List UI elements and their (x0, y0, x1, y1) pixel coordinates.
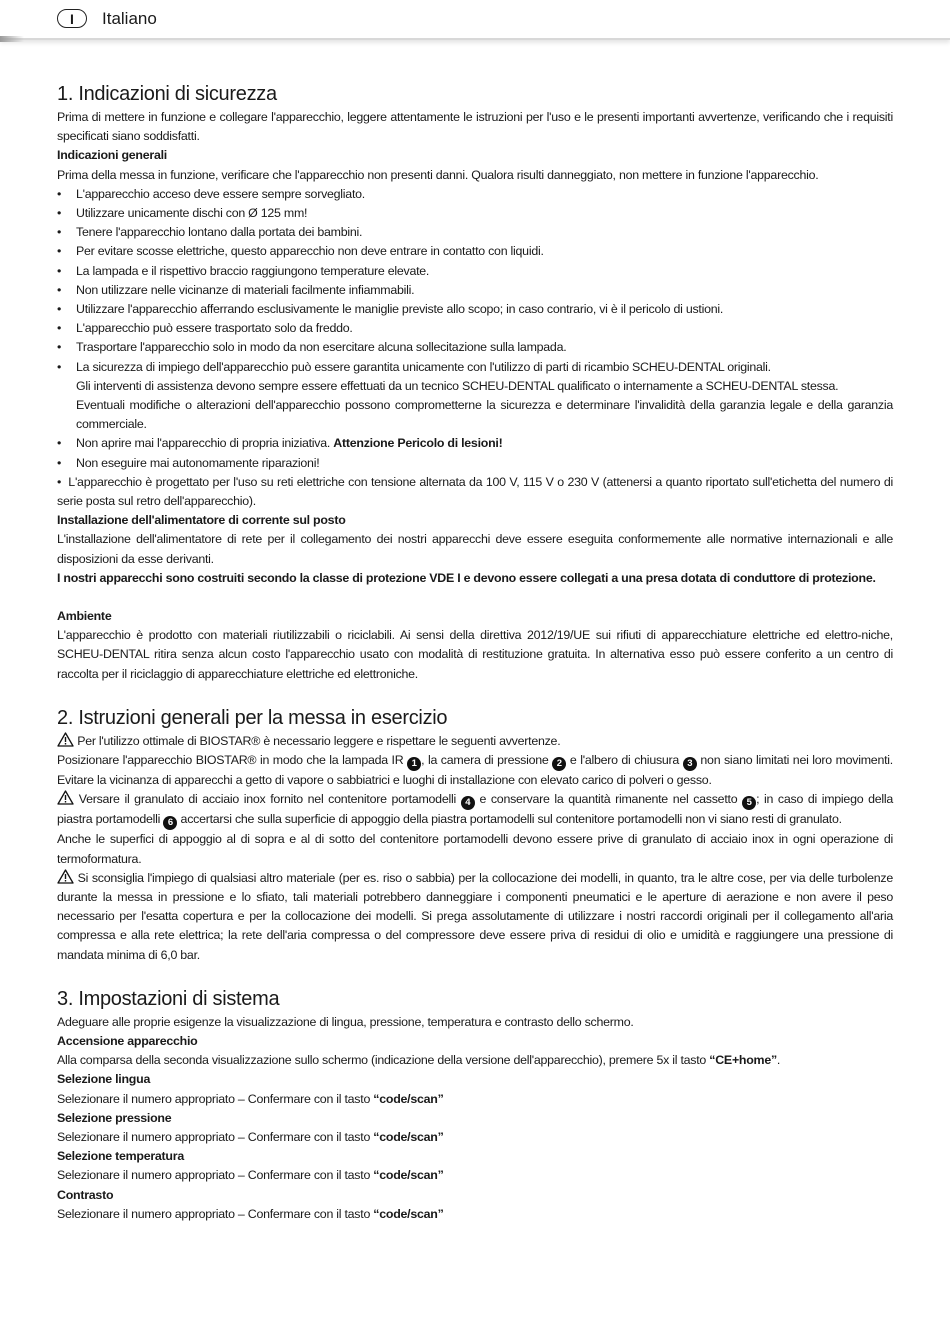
number-1-icon: 1 (407, 757, 421, 771)
list-item: • Tenere l'apparecchio lontano dalla portata dei bambini. (57, 223, 893, 242)
warning-triangle-icon (57, 790, 74, 805)
warning-paragraph-3: Si sconsiglia l'impiego di qualsiasi altro materiale (per es. riso o sabbia) per la collocazione dei modelli, in quanto, tra le altre cose, per via delle turbolenze durante la messa in pressione e lo sfiato, tali materiali potrebbero danneggiare i componenti pneumatici e le aperture di aerazione e non avere il peso necessario per l'esatta copertura e per la collocazione dei modelli. Si prega assolutamente di utilizzare i nostri raccordi originali per il collegamento all'aria compressa e alla rete elettrica; la rete dell'aria compressa o del compressore deve essere priva di residui di olio e umidità e raggiungere una pressione di mandata minima di 6,0 bar. (57, 870, 893, 962)
install-bold-note: I nostri apparecchi sono costruiti secondo la classe di protezione VDE I e devono essere collegati a una presa dotata di conduttore di protezione. (57, 570, 876, 585)
install-text: L'installazione dell'alimentatore di rete per il collegamento dei nostri apparecchi deve essere eseguita conformemente alle normative internazionali e alle disposizioni da esse derivanti. (57, 532, 893, 566)
list-item: • Non aprire mai l'apparecchio di propria iniziativa. Attenzione Pericolo di lesioni! (57, 434, 893, 453)
bullet-dot: • (57, 302, 62, 317)
warning-triangle-icon (57, 732, 74, 747)
ce-home-key: “CE+home” (709, 1053, 777, 1068)
bullet-dot: • (57, 474, 69, 489)
power-on-heading: Accensione apparecchio (57, 1033, 198, 1048)
contrast-text: Selezionare il numero appropriato – Confermare con il tasto “code/scan” (57, 1206, 444, 1221)
positioning-paragraph: Posizionare l'apparecchio BIOSTAR® in modo che la lampada IR 1 , la camera di pressione 2 e l'albero di chiusura 3 non siano limitati nei loro movimenti. Evitare la vicinanza di apparecchi a getto di vapore o sabbiatrici e luoghi di installazione con elevato carico di polveri o gesso. (57, 753, 893, 788)
code-scan-key: “code/scan” (373, 1206, 444, 1221)
bullet-continuation-service: Gli interventi di assistenza devono sempre essere effettuati da un tecnico SCHEU-DENTAL qualificato o internamente a SCHEU-DENTAL stessa. (76, 378, 839, 393)
bullet-dot: • (57, 244, 62, 259)
bullet-dot: • (57, 321, 62, 336)
environment-heading: Ambiente (57, 609, 112, 624)
language-selection-text: Selezionare il numero appropriato – Confermare con il tasto “code/scan” (57, 1091, 444, 1106)
environment-text: L'apparecchio è prodotto con materiali riutilizzabili o riciclabili. Ai sensi della direttiva 2012/19/UE sui rifiuti di apparecchiature elettriche ed elettro-niche, SCHEU-DENTAL ritira senza alcun costo l'apparecchio usato con modalità di restituzione gratuita. In alternativa esso può essere conferito a un centro di raccolta per il riciclaggio di apparecchiature elettriche ed elettroniche. (57, 628, 893, 681)
temperature-selection-text: Selezionare il numero appropriato – Confermare con il tasto “code/scan” (57, 1168, 444, 1183)
code-scan-key: “code/scan” (373, 1168, 444, 1183)
warning-triangle-icon (57, 869, 74, 884)
safety-bullet-list (57, 185, 893, 377)
power-on-text: Alla comparsa della seconda visualizzazione sullo schermo (indicazione della versione dell'apparecchio), premere 5x il tasto “CE+home”. (57, 1053, 781, 1068)
code-scan-key: “code/scan” (373, 1091, 444, 1106)
section-3-intro: Adeguare alle proprie esigenze la visualizzazione di lingua, pressione, temperatura e contrasto dello schermo. (57, 1014, 634, 1029)
document-body (57, 80, 893, 1224)
number-3-icon: 3 (683, 757, 697, 771)
general-heading: Indicazioni generali (57, 148, 167, 163)
code-scan-key: “code/scan” (373, 1129, 444, 1144)
language-selection-heading: Selezione lingua (57, 1072, 151, 1087)
bullet-dot: • (57, 225, 62, 240)
bullet-dot: • (57, 455, 62, 470)
bullet-dot: • (57, 359, 62, 374)
bullet-continuation-warranty: Eventuali modifiche o alterazioni dell'apparecchio possono comprometterne la sicurezza e determinare l'invalidità della garanzia legale e della garanzia commerciale. (76, 398, 893, 432)
temperature-selection-heading: Selezione temperatura (57, 1149, 184, 1164)
number-4-icon: 4 (461, 796, 475, 810)
bullet-dot: • (57, 206, 62, 221)
list-item: • Utilizzare l'apparecchio afferrando esclusivamente le maniglie previste allo scopo; in caso contrario, vi è il pericolo di ustioni. (57, 300, 893, 319)
language-label: Italiano (102, 9, 157, 28)
number-5-icon: 5 (742, 796, 756, 810)
language-code-badge: I (57, 9, 87, 28)
bullet-dot: • (57, 436, 62, 451)
safety-bullet-list-2 (57, 434, 893, 472)
injury-warning: Attenzione Pericolo di lesioni! (333, 436, 503, 451)
list-item: • La sicurezza di impiego dell'apparecchio può essere garantita unicamente con l'utilizzo di parti di ricambio SCHEU-DENTAL originali. (57, 358, 893, 377)
section-1-title: 1. Indicazioni di sicurezza (57, 83, 277, 105)
warning-paragraph-2: Versare il granulato di acciaio inox fornito nel contenitore portamodelli 4 e conservare la quantità rimanente nel cassetto 5 ; in caso di impiego della piastra portamodelli 6 accertarsi che sulla superficie di appoggio della piastra portamodelli sul contenitore portamodelli non vi siano resti di granulato. (57, 792, 894, 829)
contrast-heading: Contrasto (57, 1187, 114, 1202)
section-1-intro: Prima di mettere in funzione e collegare l'apparecchio, leggere attentamente le istruzioni per l'uso e le presenti importanti avvertenze, verificando che i requisiti specificati siano soddisfatti. (57, 110, 893, 144)
pressure-selection-text: Selezionare il numero appropriato – Confermare con il tasto “code/scan” (57, 1129, 444, 1144)
number-2-icon: 2 (552, 757, 566, 771)
list-item: • Per evitare scosse elettriche, questo apparecchio non deve entrare in contatto con liquidi. (57, 242, 893, 261)
general-text: Prima della messa in funzione, verificare che l'apparecchio non presenti danni. Qualora risulti danneggiato, non mettere in funzione l'apparecchio. (57, 167, 819, 182)
install-heading: Installazione dell'alimentatore di corrente sul posto (57, 513, 346, 528)
list-item: • L'apparecchio acceso deve essere sempre sorvegliato. (57, 185, 893, 204)
warning-paragraph-1: Per l'utilizzo ottimale di BIOSTAR® è necessario leggere e rispettare le seguenti avvertenze. (57, 732, 893, 751)
header-shadow-accent (0, 36, 24, 42)
pressure-selection-heading: Selezione pressione (57, 1110, 172, 1125)
number-6-icon: 6 (163, 816, 177, 830)
voltage-bullet: • L'apparecchio è progettato per l'uso su reti elettriche con tensione alternata da 100 V, 115 V o 230 V (attenersi a quanto riportato sull'etichetta del numero di serie posta sul retro dell'apparecchio). (57, 474, 893, 509)
bullet-dot: • (57, 186, 62, 201)
surfaces-paragraph: Anche le superfici di appoggio al di sopra e al di sotto del contenitore portamodelli devono essere prive di granulato di acciaio inox in ogni operazione di termoformatura. (57, 832, 893, 866)
bullet-dot: • (57, 263, 62, 278)
list-item: • Trasportare l'apparecchio solo in modo da non esercitare alcuna sollecitazione sulla lampada. (57, 338, 893, 357)
list-item: • La lampada e il rispettivo braccio raggiungono temperature elevate. (57, 262, 893, 281)
list-item: • Utilizzare unicamente dischi con Ø 125 mm! (57, 204, 893, 223)
bullet-dot: • (57, 340, 62, 355)
section-3-title: 3. Impostazioni di sistema (57, 987, 280, 1010)
list-item: • L'apparecchio può essere trasportato solo da freddo. (57, 319, 893, 338)
bullet-dot: • (57, 282, 62, 297)
page-header (0, 0, 950, 40)
section-2-title: 2. Istruzioni generali per la messa in esercizio (57, 706, 448, 729)
list-item: • Non eseguire mai autonomamente riparazioni! (57, 454, 893, 473)
list-item: • Non utilizzare nelle vicinanze di materiali facilmente infiammabili. (57, 281, 893, 300)
